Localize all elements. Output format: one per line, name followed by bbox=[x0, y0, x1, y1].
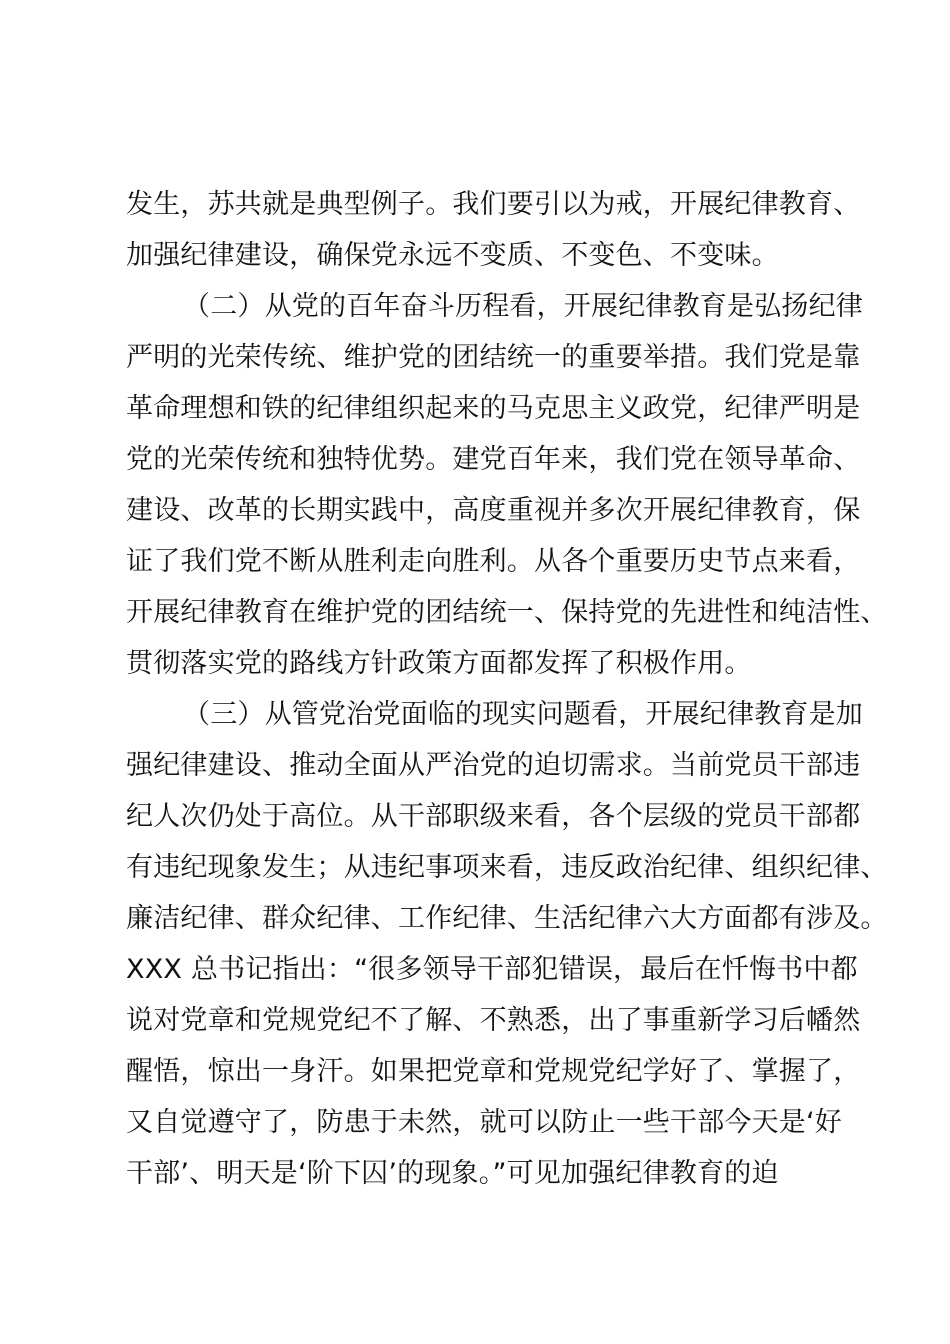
section-heading-line: （三）从管党治党面临的现实问题看，开展纪律教育是加 bbox=[183, 699, 863, 730]
text-line: 说对党章和党规党纪不了解、不熟悉，出了事重新学习后幡然 bbox=[126, 1005, 861, 1036]
text-line: 发生，苏共就是典型例子。我们要引以为戒，开展纪律教育、 bbox=[126, 189, 861, 220]
text-line: 醒悟，惊出一身汗。如果把党章和党规党纪学好了、掌握了， bbox=[126, 1056, 861, 1087]
text-line: 革命理想和铁的纪律组织起来的马克思主义政党，纪律严明是 bbox=[126, 393, 861, 424]
text-line: 开展纪律教育在维护党的团结统一、保持党的先进性和纯洁性、 bbox=[126, 597, 888, 628]
text-line: 干部’、明天是‘阶下囚’的现象。”可见加强纪律教育的迫 bbox=[126, 1158, 779, 1189]
text-line: 党的光荣传统和独特优势。建党百年来，我们党在领导革命、 bbox=[126, 444, 861, 475]
text-line: 纪人次仍处于高位。从干部职级来看，各个层级的党员干部都 bbox=[126, 801, 861, 832]
text-line: 贯彻落实党的路线方针政策方面都发挥了积极作用。 bbox=[126, 648, 752, 679]
text-line: 又自觉遵守了，防患于未然，就可以防止一些干部今天是‘好 bbox=[126, 1107, 842, 1138]
text-line: 有违纪现象发生；从违纪事项来看，违反政治纪律、组织纪律、 bbox=[126, 852, 888, 883]
text-line: 严明的光荣传统、维护党的团结统一的重要举措。我们党是靠 bbox=[126, 342, 861, 373]
text-line: 廉洁纪律、群众纪律、工作纪律、生活纪律六大方面都有涉及。 bbox=[126, 903, 888, 934]
text-line: 证了我们党不断从胜利走向胜利。从各个重要历史节点来看， bbox=[126, 546, 861, 577]
section-heading-line: （二）从党的百年奋斗历程看，开展纪律教育是弘扬纪律 bbox=[183, 291, 863, 322]
text-line: 强纪律建设、推动全面从严治党的迫切需求。当前党员干部违 bbox=[126, 750, 861, 781]
text-line: XXX 总书记指出：“很多领导干部犯错误，最后在忏悔书中都 bbox=[126, 954, 858, 985]
text-line: 加强纪律建设，确保党永远不变质、不变色、不变味。 bbox=[126, 240, 779, 271]
text-line: 建设、改革的长期实践中，高度重视并多次开展纪律教育，保 bbox=[126, 495, 861, 526]
